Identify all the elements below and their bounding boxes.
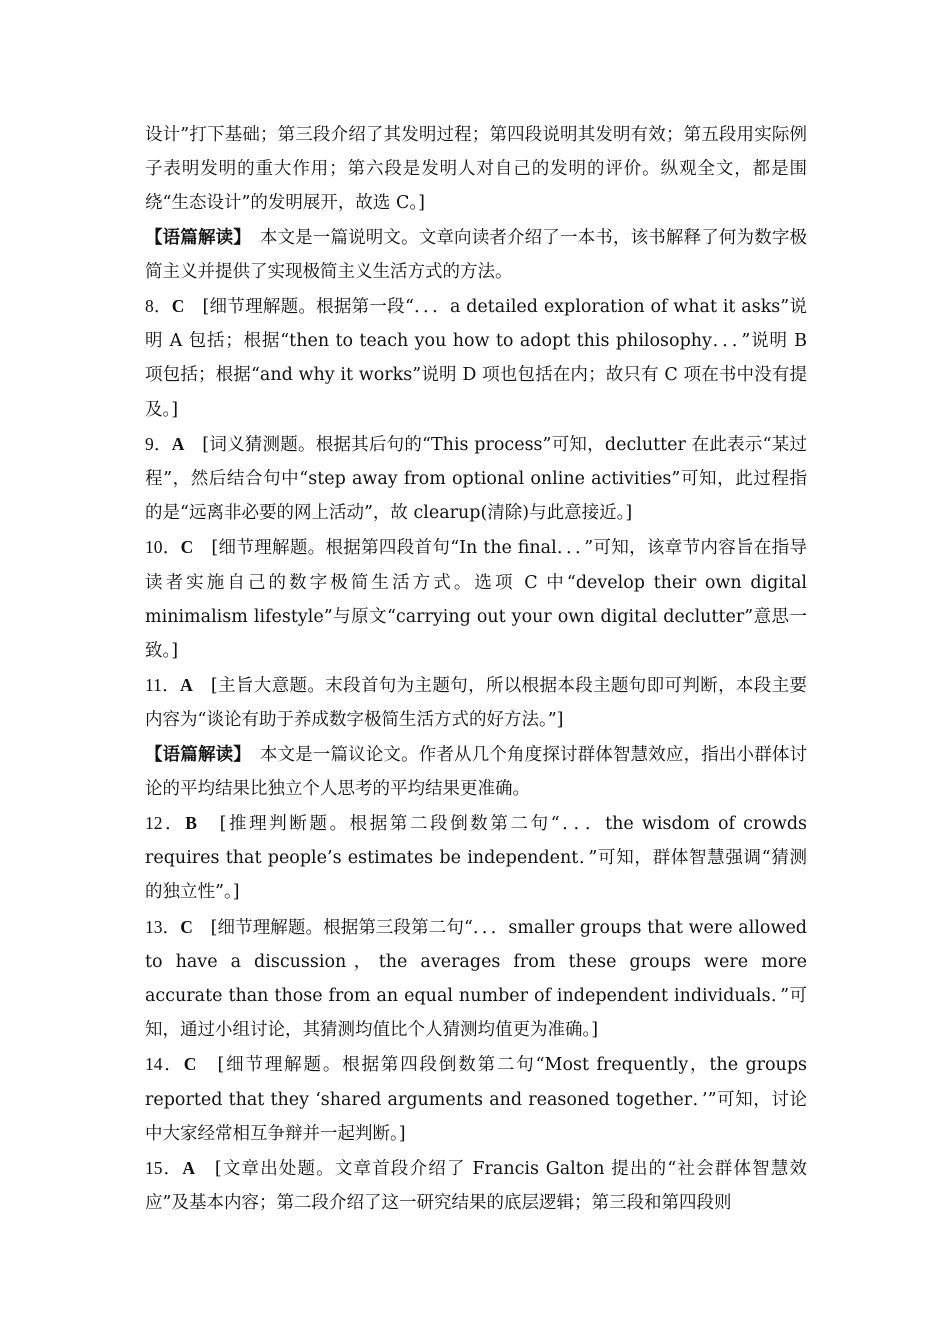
answer-letter: A	[171, 433, 185, 454]
answer-item-8	[145, 289, 807, 427]
answer-letter: C	[180, 916, 193, 937]
question-number: 13．	[145, 916, 181, 937]
question-number: 11．	[145, 675, 181, 696]
question-number: 14．	[145, 1054, 184, 1075]
answer-letter: C	[180, 537, 194, 558]
passage-summary-tag: 【语篇解读】	[145, 744, 243, 765]
answer-letter: C	[183, 1054, 197, 1075]
answer-item-12	[145, 806, 807, 910]
explanation-text: [细节理解题。根据第四段倒数第二句“Most frequently，the groups reported that they ‘shared arguments and reasoned together．’”可知，讨论中大家经常相互争辩并一起判断。]	[145, 1055, 808, 1144]
paragraph-text: 设计”打下基础；第三段介绍了其发明过程；第四段说明其发明有效；第五段用实际例子表明发明的重大作用；第六段是发明人对自己的发明的评价。纵观全文，都是围绕“生态设计”的发明展开，故选 C。]	[145, 125, 807, 214]
question-number: 8．	[145, 296, 172, 317]
question-number: 12．	[145, 813, 186, 834]
answer-letter: B	[185, 813, 197, 834]
answer-item-13	[145, 910, 807, 1048]
answer-item-15	[145, 1151, 807, 1220]
answer-item-9	[145, 427, 807, 531]
answer-item-14	[145, 1047, 807, 1151]
explanation-text: [细节理解题。根据第四段首句“In the final．．．”可知，该章节内容旨在指导读者实施自己的数字极简生活方式。选项 C 中“develop their own digital minimalism lifestyle”与原文“carrying out your own digital declutter”意思一致。]	[145, 538, 807, 662]
answer-letter: A	[182, 1158, 195, 1179]
answer-key-page	[145, 118, 807, 1221]
answer-item-11	[145, 668, 807, 737]
question-number: 15．	[145, 1158, 183, 1179]
explanation-text: [细节理解题。根据第一段“．．．a detailed exploration of what it asks”说明 A 包括；根据“then to teach you how to adopt this philosophy．．．”说明 B 项包括；根据“and why it works”说明 D 项也包括在内；故只有 C 项在书中没有提及。]	[145, 297, 807, 420]
explanation-text: [推理判断题。根据第二段倒数第二句“．．．the wisdom of crowds requires that people’s estimates be independent．”可知，群体智慧强调“猜测的独立性”。]	[145, 814, 808, 903]
passage-summary-text: 本文是一篇说明文。文章向读者介绍了一本书，该书解释了何为数字极简主义并提供了实现极简主义生活方式的方法。	[145, 227, 808, 282]
answer-letter: A	[180, 675, 193, 696]
explanation-text: [文章出处题。文章首段介绍了 Francis Galton 提出的“社会群体智慧效应”及基本内容；第二段介绍了这一研究结果的底层逻辑；第三段和第四段则	[145, 1159, 808, 1214]
passage-summary-text: 本文是一篇议论文。作者从几个角度探讨群体智慧效应，指出小群体讨论的平均结果比独立个人思考的平均结果更准确。	[145, 744, 808, 799]
passage-summary	[145, 221, 807, 289]
paragraph-continuation	[145, 118, 807, 221]
explanation-text: [细节理解题。根据第三段第二句“．．．smaller groups that were allowed to have a discussion，the averages from these groups were more accurate than those from an equal number of independent individuals．”可知，通过小组讨论，其猜测均值比个人猜测均值更为准确。]	[145, 917, 807, 1041]
passage-summary	[145, 738, 807, 806]
question-number: 10．	[145, 537, 181, 558]
answer-letter: C	[171, 296, 185, 317]
passage-summary-tag: 【语篇解读】	[145, 227, 243, 248]
explanation-text: [主旨大意题。末段首句为主题句，所以根据本段主题句即可判断，本段主要内容为“谈论有助于养成数字极简生活方式的好方法。”]	[145, 676, 807, 731]
explanation-text: [词义猜测题。根据其后句的“This process”可知，declutter 在此表示“某过程”，然后结合句中“step away from optional online activities”可知，此过程指的是“远离非必要的网上活动”，故 clearup(清除)与此意接近。]	[145, 434, 807, 524]
answer-item-10	[145, 530, 807, 668]
question-number: 9．	[145, 433, 172, 454]
